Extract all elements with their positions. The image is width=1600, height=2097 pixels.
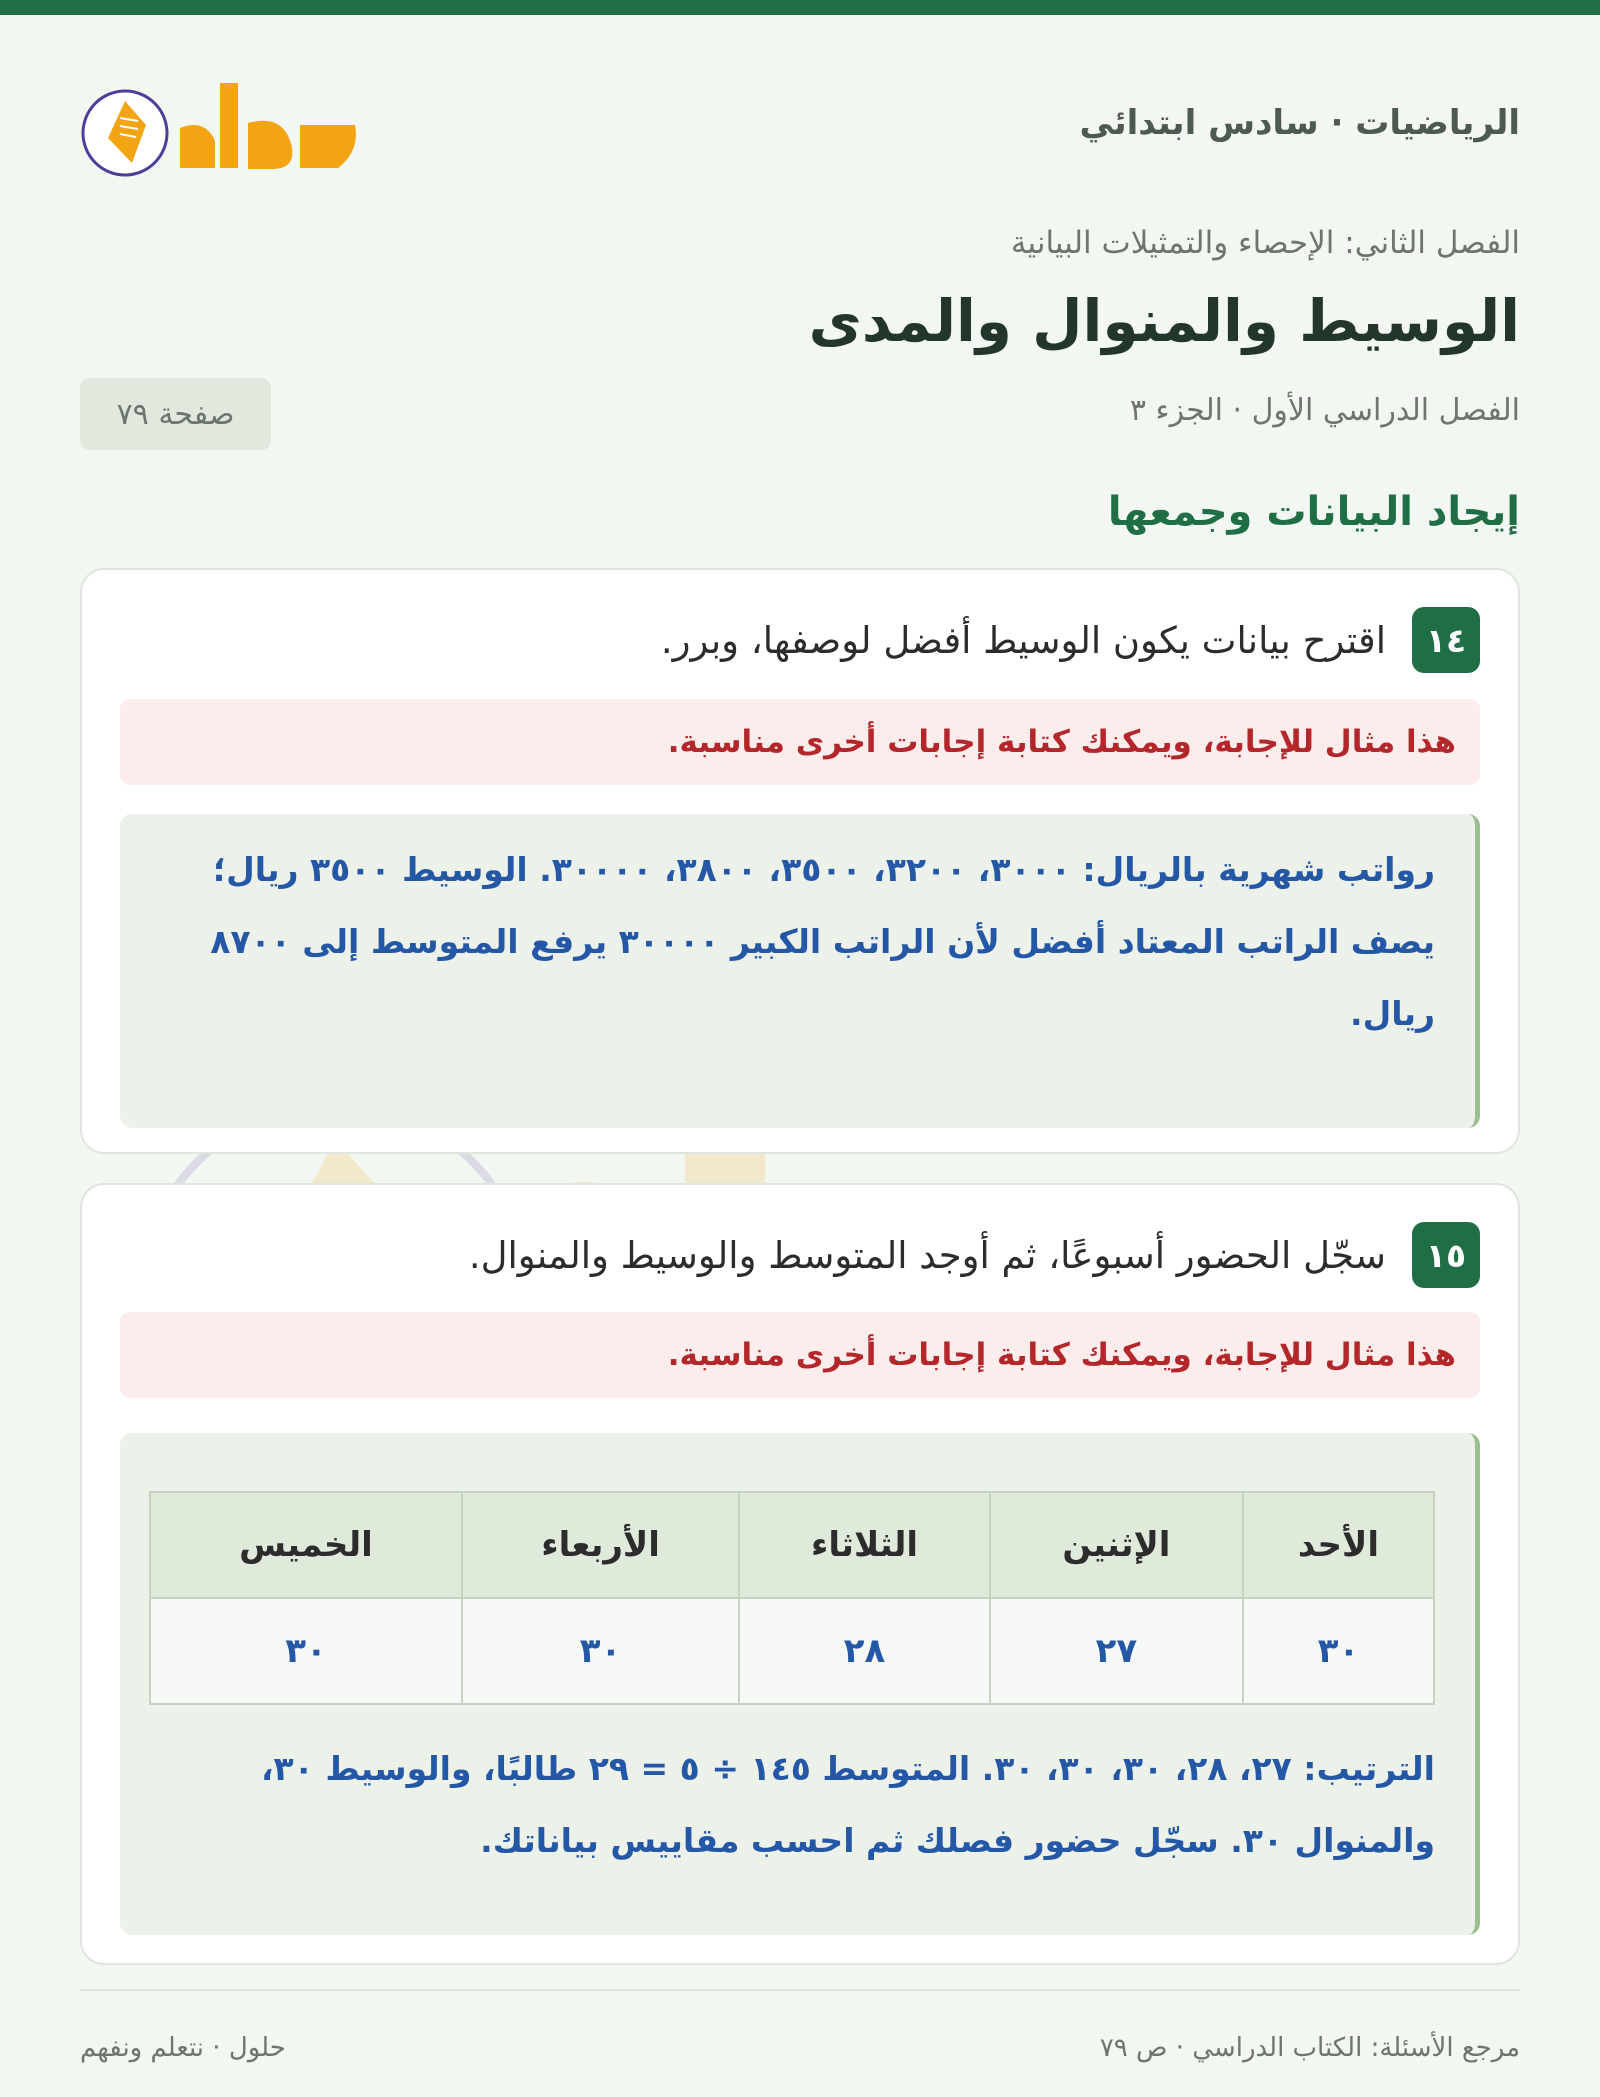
question-header	[469, 1222, 1480, 1288]
attendance-table	[149, 1491, 1435, 1705]
question-header	[661, 607, 1480, 673]
table-cell: ٣٠	[462, 1598, 739, 1704]
footer-divider	[80, 1989, 1520, 1991]
footer-reference: مرجع الأسئلة: الكتاب الدراسي · ص ٧٩	[1099, 2033, 1520, 2063]
answer-box	[120, 1433, 1480, 1935]
table-cell: ٣٠	[1243, 1598, 1434, 1704]
table-cell: ٣٠	[150, 1598, 462, 1704]
top-accent-bar	[0, 0, 1600, 15]
page-header	[80, 15, 1520, 230]
table-header-cell: الأحد	[1243, 1492, 1434, 1598]
answer-note: هذا مثال للإجابة، ويمكنك كتابة إجابات أخرى مناسبة.	[120, 1312, 1480, 1398]
table-cell: ٢٨	[739, 1598, 990, 1704]
subject-title: الرياضيات · سادس ابتدائي	[1079, 103, 1520, 143]
lesson-title: الوسيط والمنوال والمدى	[808, 287, 1520, 355]
answer-text: الترتيب: ٢٧، ٢٨، ٣٠، ٣٠، ٣٠. المتوسط ١٤٥ ÷ ٥ = ٢٩ طالبًا، والوسيط ٣٠، والمنوال ٣٠. سجّل حضور فصلك ثم احسب مقاييس بياناتك.	[260, 1749, 1435, 1860]
footer-brand: حلول · نتعلم ونفهم	[80, 2033, 286, 2063]
page-container	[80, 15, 1520, 2063]
table-cell: ٢٧	[990, 1598, 1243, 1704]
question-text: اقترح بيانات يكون الوسيط أفضل لوصفها، وبرر.	[660, 618, 1386, 662]
question-number-badge: ١٥	[1412, 1222, 1480, 1288]
section-title: إيجاد البيانات وجمعها	[1107, 489, 1520, 535]
chapter-label: الفصل الثاني: الإحصاء والتمثيلات البيانية	[1010, 225, 1520, 261]
answer-text: رواتب شهرية بالريال: ٣٠٠٠، ٣٢٠٠، ٣٥٠٠، ٣٨٠٠، ٣٠٠٠٠. الوسيط ٣٥٠٠ ريال؛ يصف الراتب المعتاد أفضل لأن الراتب الكبير ٣٠٠٠٠ يرفع المتوسط إلى ٨٧٠٠ ريال.	[210, 850, 1435, 1033]
hulul-logo[interactable]	[80, 63, 365, 193]
question-number-badge: ١٤	[1412, 607, 1480, 673]
question-card-15	[80, 1183, 1520, 1965]
page-number-badge: صفحة ٧٩	[80, 378, 271, 450]
term-label: الفصل الدراسي الأول · الجزء ٣	[1129, 393, 1520, 428]
answer-box	[120, 814, 1480, 1128]
table-header-cell: الخميس	[150, 1492, 462, 1598]
table-header-cell: الإثنين	[990, 1492, 1243, 1598]
table-header-row	[150, 1492, 1434, 1598]
table-row	[150, 1598, 1434, 1704]
table-header-cell: الثلاثاء	[739, 1492, 990, 1598]
question-card-14	[80, 568, 1520, 1154]
table-header-cell: الأربعاء	[462, 1492, 739, 1598]
question-text: سجّل الحضور أسبوعًا، ثم أوجد المتوسط والوسيط والمنوال.	[468, 1233, 1386, 1277]
answer-note: هذا مثال للإجابة، ويمكنك كتابة إجابات أخرى مناسبة.	[120, 699, 1480, 785]
